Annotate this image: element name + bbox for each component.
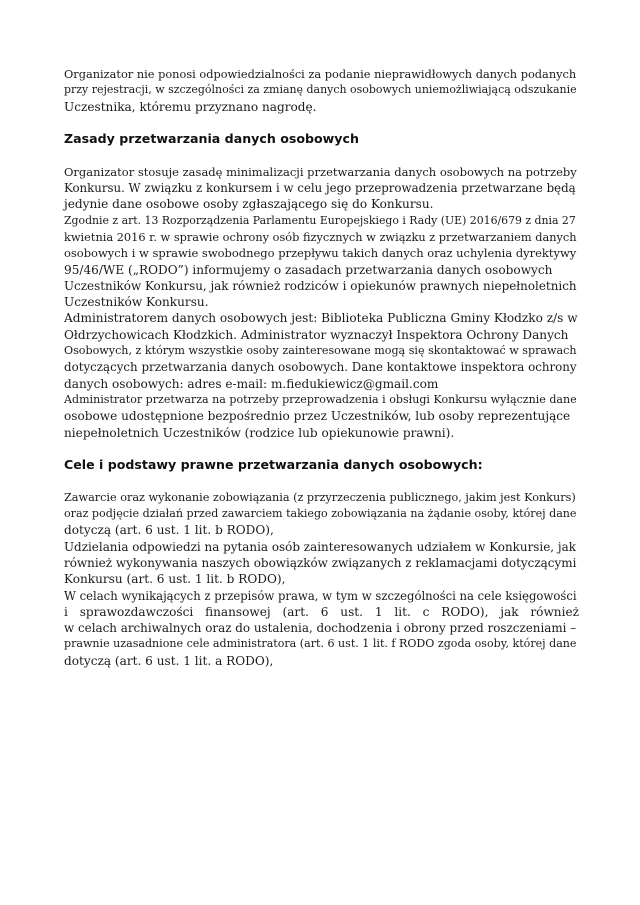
text-line: również wykonywania naszych obowiązków związanych z reklamacjami dotyczącymi <box>64 555 577 570</box>
text-line: dotyczących przetwarzania danych osobowych. Dane kontaktowe inspektora ochrony <box>64 360 577 375</box>
text-line: osobowe udostępnione bezpośrednio przez Uczestników, lub osoby reprezentujące <box>64 409 571 424</box>
text-line: osobowych i w sprawie swobodnego przepływu takich danych oraz uchylenia dyrektywy <box>64 246 577 261</box>
text-line: jedynie dane osobowe osoby zgłaszającego się do Konkursu. <box>64 197 434 212</box>
text-line: Konkursu. W związku z konkursem i w celu jego przeprowadzenia przetwarzane będą <box>64 181 576 196</box>
text-line: Uczestników Konkursu. <box>64 295 209 310</box>
text-line: niepełnoletnich Uczestników (rodzice lub opiekunowie prawni). <box>64 425 455 440</box>
text-line: dotyczą (art. 6 ust. 1 lit. a RODO), <box>64 653 274 668</box>
document-body <box>64 66 579 685</box>
text-line: Organizator stosuje zasadę minimalizacji przetwarzania danych osobowych na potrzeby <box>64 164 577 179</box>
text-line: Osobowych, z którym wszystkie osoby zainteresowane mogą się skontaktować w sprawach <box>64 344 577 358</box>
text-line: 95/46/WE („RODO”) informujemy o zasadach przetwarzania danych osobowych <box>64 262 553 277</box>
text-line: Administrator przetwarza na potrzeby przeprowadzenia i obsługi Konkursu wyłącznie dane <box>64 392 577 406</box>
section-heading-purposes-and-legal-basis: Cele i podstawy prawne przetwarzania danych osobowych: <box>64 457 483 473</box>
text-line: Ołdrzychowicach Kłodzkich. Administrator wyznaczył Inspektora Ochrony Danych <box>64 327 569 342</box>
text-line: oraz podjęcie działań przed zawarciem takiego zobowiązania na żądanie osoby, której dane <box>64 507 577 521</box>
text-line: Udzielania odpowiedzi na pytania osób zainteresowanych udziałem w Konkursie, jak <box>64 539 576 554</box>
purposes-and-legal-basis-paragraph <box>64 490 579 669</box>
text-line: W celach wynikających z przepisów prawa, w tym w szczególności na cele księgowości <box>64 588 577 603</box>
text-line: przy rejestracji, w szczególności za zmianę danych osobowych uniemożliwiającą odszukanie <box>64 83 577 97</box>
text-line: Zawarcie oraz wykonanie zobowiązania (z przyrzeczenia publicznego, jakim jest Konkurs) <box>64 490 576 504</box>
data-processing-rules-paragraph <box>64 164 579 441</box>
text-line: prawnie uzasadnione cele administratora (art. 6 ust. 1 lit. f RODO zgoda osoby, której dane <box>64 637 577 651</box>
text-line: w celach archiwalnych oraz do ustalenia, dochodzenia i obrony przed roszczeniami – <box>64 621 577 636</box>
text-line: Uczestnika, któremu przyznano nagrodę. <box>64 99 317 114</box>
text-line: Zgodnie z art. 13 Rozporządzenia Parlamentu Europejskiego i Rady (UE) 2016/679 z dnia 27 <box>64 213 576 227</box>
text-line: dotyczą (art. 6 ust. 1 lit. b RODO), <box>64 523 274 538</box>
text-line: Konkursu (art. 6 ust. 1 lit. b RODO), <box>64 572 286 587</box>
text-line-email: danych osobowych: adres e-mail: m.fiedukiewicz@gmail.com <box>64 376 439 391</box>
text-line: kwietnia 2016 r. w sprawie ochrony osób fizycznych w związku z przetwarzaniem danych <box>64 229 577 244</box>
section-heading-data-processing-rules: Zasady przetwarzania danych osobowych <box>64 131 359 147</box>
text-line: Uczestników Konkursu, jak również rodziców i opiekunów prawnych niepełnoletnich <box>64 278 577 293</box>
text-line: Organizator nie ponosi odpowiedzialności za podanie nieprawidłowych danych podanych <box>64 67 577 81</box>
text-line: i sprawozdawczości finansowej (art. 6 ust. 1 lit. c RODO), jak również <box>64 604 579 619</box>
text-line: Administratorem danych osobowych jest: Biblioteka Publiczna Gminy Kłodzko z/s w <box>64 311 578 326</box>
intro-paragraph <box>64 66 579 115</box>
